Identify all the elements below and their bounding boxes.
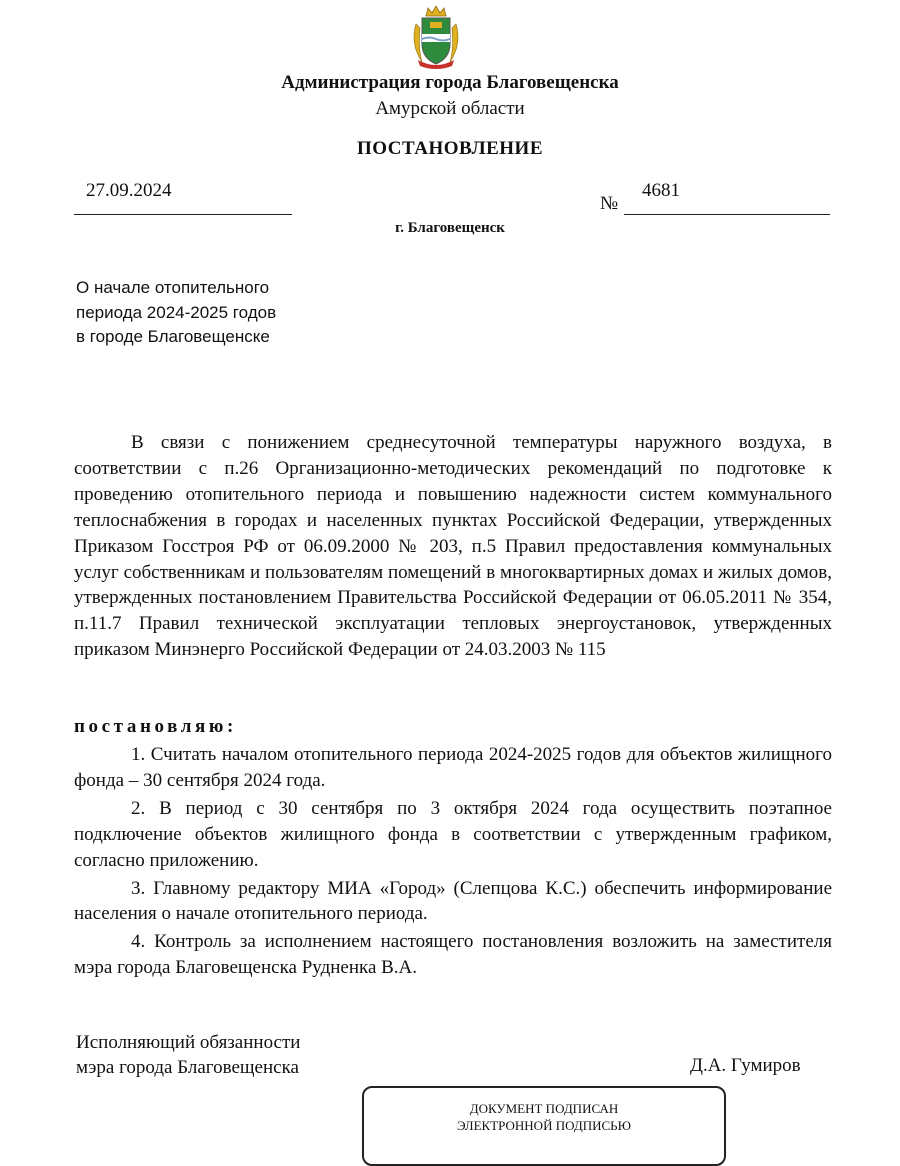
city-coat-of-arms-icon bbox=[408, 4, 464, 70]
number-sign: № bbox=[600, 193, 619, 214]
decree-items bbox=[74, 742, 832, 983]
decree-item: 1. Считать началом отопительного периода 2024-2025 годов для объектов жилищного фонда – 30 сентября 2024 года. bbox=[74, 744, 832, 791]
subject-line: О начале отопительного bbox=[76, 278, 270, 297]
preamble-paragraph: В связи с понижением среднесуточной температуры наружного воздуха, в соответствии с п.26 Организационно-методических рекомендаций по подготовке к проведению отопительного периода и повышению надежности систем коммунального теплоснабжения в городах и населенных пунктах Российской Федерации, утвержденных Приказом Госстроя РФ от 06.09.2000 № 203, п.5 Правил предоставления коммунальных услуг собственникам и пользователям помещений в многоквартирных домах и жилых домов, утвержденных постановлением Правительства Российской Федерации от 06.05.2011 № 354, п.11.7 Правил технической эксплуатации тепловых энергоустановок, утвержденных приказом Минэнерго Российской Федерации от 24.03.2003 № 115 bbox=[74, 432, 832, 661]
signatory-role bbox=[76, 1030, 300, 1080]
subject-line: периода 2024-2025 годов bbox=[76, 302, 277, 322]
decree-item: 4. Контроль за исполнением настоящего постановления возложить на заместителя мэра города Благовещенска Рудненка В.А. bbox=[74, 931, 832, 979]
decree-item: 2. В период с 30 сентября по 3 октября 2024 года осуществить поэтапное подключение объектов жилищного фонда в соответствии с утвержденным графиком, согласно приложению. bbox=[74, 797, 832, 871]
stamp-line: ДОКУМЕНТ ПОДПИСАН bbox=[469, 1101, 619, 1116]
document-type: ПОСТАНОВЛЕНИЕ bbox=[356, 138, 544, 159]
decree-item: 3. Главному редактору МИА «Город» (Слепцова К.С.) обеспечить информирование населения о начале отопительного периода. bbox=[74, 877, 832, 925]
signatory-role-line: Исполняющий обязанности bbox=[76, 1032, 301, 1053]
org-name: Администрация города Благовещенска bbox=[281, 72, 619, 93]
document-number: 4681 bbox=[642, 180, 680, 201]
preamble-block bbox=[74, 430, 832, 663]
signatory-name: Д.А. Гумиров bbox=[690, 1055, 801, 1076]
document-date: 27.09.2024 bbox=[86, 180, 172, 201]
stamp-line: ЭЛЕКТРОННОЙ ПОДПИСЬЮ bbox=[457, 1118, 631, 1133]
subject-line: в городе Благовещенске bbox=[76, 327, 270, 346]
region-name: Амурской области bbox=[375, 98, 525, 119]
city-name: г. Благовещенск bbox=[395, 220, 505, 236]
document-subject bbox=[76, 276, 396, 350]
signatory-role-line: мэра города Благовещенска bbox=[76, 1057, 299, 1078]
number-underline bbox=[624, 214, 830, 215]
electronic-signature-stamp bbox=[362, 1086, 726, 1166]
date-underline bbox=[74, 214, 292, 215]
decree-word: постановляю: bbox=[74, 716, 237, 737]
